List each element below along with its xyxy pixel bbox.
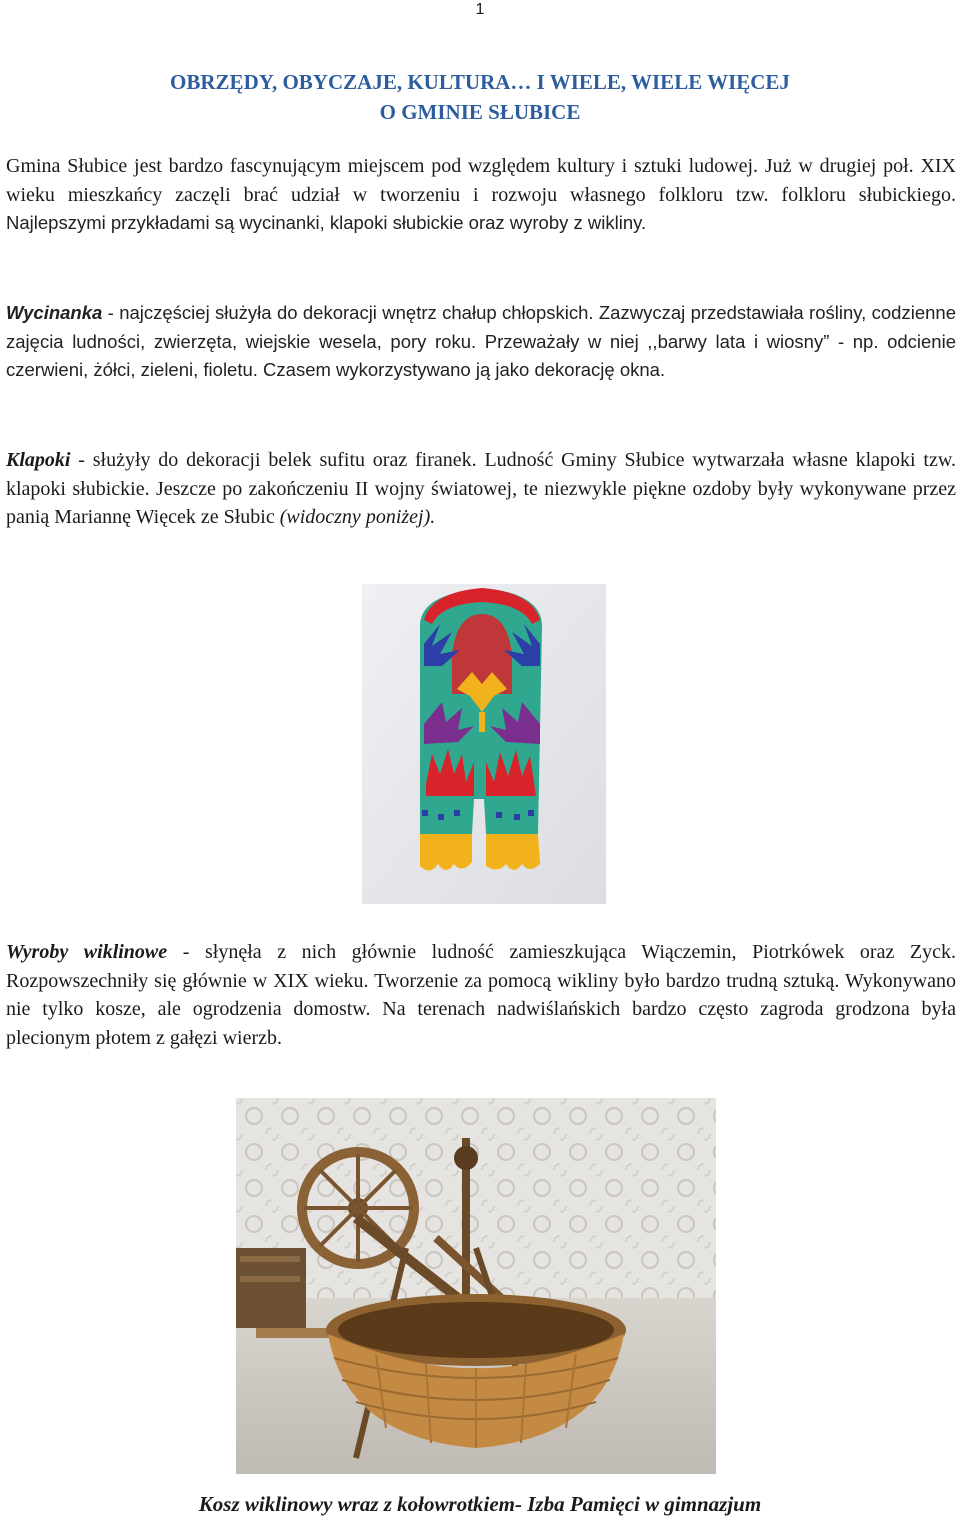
intro-text-sans: Najlepszymi przykładami są wycinanki, klapoki słubickie oraz wyroby z wikliny. [6,212,647,234]
wiklina-paragraph [6,938,956,1053]
klapoki-text: - służyły do dekoracji belek sufitu oraz firanek. Ludność Gminy Słubice wytwarzała własne klapoki tzw. klapoki słubickie. Jeszcze po zakończeniu II wojny światowej, te niezwykle piękne ozdoby były wykonywane przez panią Mariannę Więcek ze Słubic [6,449,956,529]
page-number: 1 [475,1,485,18]
wiklina-term: Wyroby wiklinowe [6,941,168,963]
wiklina-text: - słynęła z nich głównie ludność zamieszkująca Wiączemin, Piotrkówek oraz Zyck. Rozpowszechniły się głównie w XIX wieku. Tworzenie za pomocą wikliny było bardzo trudną sztuką. Wykonywano nie tylko kosze, ale ogrodzenia domostw. Na terenach nadwiślańskich bardzo często zagroda grodzona była plecionym płotem z gałęzi wierzb. [6,941,956,1050]
page-title-line-2: O GMINIE SŁUBICE [379,100,581,124]
basket-spinning-wheel-photo [236,1098,716,1474]
page-title-line-1: OBRZĘDY, OBYCZAJE, KULTURA… I WIELE, WIELE WIĘCEJ [170,70,790,94]
intro-paragraph [6,152,956,238]
klapok-photo [362,584,606,904]
wycinanka-paragraph [6,299,956,385]
intro-text-serif: Gmina Słubice jest bardzo fascynującym miejscem pod względem kultury i sztuki ludowej. Już w drugiej poł. XIX wieku mieszkańcy zaczęli brać udział w tworzeniu i rozwoju własnego folkloru tzw. folkloru słubickiego. [6,155,956,206]
klapok-illustration [362,584,606,904]
wycinanka-text: - najczęściej służyła do dekoracji wnętrz chałup chłopskich. Zazwyczaj przedstawiała rośliny, codzienne zajęcia ludności, zwierzęta, wiejskie wesela, pory roku. Przeważały w niej ,,barwy lata i wiosny” - np. odcienie czerwieni, żółci, zieleni, fioletu. Czasem wykorzystywano ją jako dekorację okna. [6,302,956,381]
klapoki-paragraph [6,446,956,532]
wycinanka-term: Wycinanka [6,302,103,323]
klapoki-note: (widoczny poniżej). [279,506,436,529]
klapoki-term: Klapoki [6,449,71,471]
basket-illustration [236,1098,716,1474]
photo-caption: Kosz wiklinowy wraz z kołowrotkiem- Izba Pamięci w gimnazjum [198,1492,762,1516]
